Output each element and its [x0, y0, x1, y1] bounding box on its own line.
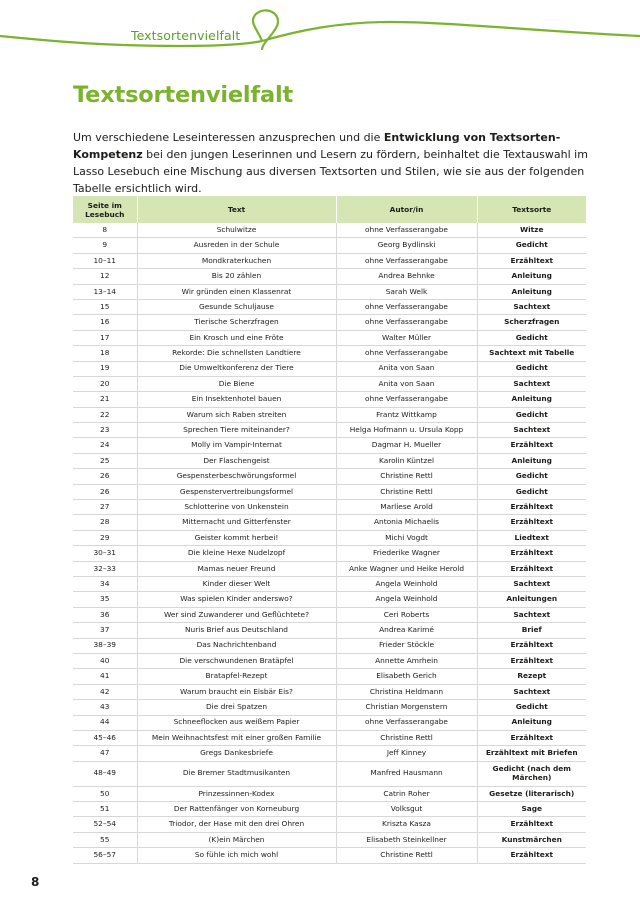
- cell-type: Sachtext: [477, 423, 586, 438]
- cell-page: 47: [73, 746, 137, 761]
- table-row: [73, 530, 586, 545]
- cell-text: Mondkraterkuchen: [137, 253, 336, 268]
- cell-author: Elisabeth Steinkellner: [336, 832, 477, 847]
- cell-text: Die verschwundenen Bratäpfel: [137, 653, 336, 668]
- table-row: [73, 669, 586, 684]
- cell-text: Geister kommt herbei!: [137, 530, 336, 545]
- cell-page: 25: [73, 453, 137, 468]
- cell-page: 26: [73, 484, 137, 499]
- cell-text: Rekorde: Die schnellsten Landtiere: [137, 346, 336, 361]
- cell-page: 44: [73, 715, 137, 730]
- table-row: [73, 684, 586, 699]
- cell-type: Erzähltext: [477, 500, 586, 515]
- table-row: [73, 623, 586, 638]
- cell-type: Erzähltext: [477, 653, 586, 668]
- cell-type: Sachtext: [477, 299, 586, 314]
- cell-text: Mitternacht und Gitterfenster: [137, 515, 336, 530]
- table-row: [73, 269, 586, 284]
- table-row: [73, 423, 586, 438]
- table-row: [73, 576, 586, 591]
- cell-text: Tierische Scherzfragen: [137, 315, 336, 330]
- cell-text: Die kleine Hexe Nudelzopf: [137, 546, 336, 561]
- cell-type: Liedtext: [477, 530, 586, 545]
- cell-type: Anleitung: [477, 269, 586, 284]
- cell-page: 50: [73, 786, 137, 801]
- cell-type: Sachtext: [477, 607, 586, 622]
- cell-type: Anleitungen: [477, 592, 586, 607]
- cell-text: Kinder dieser Welt: [137, 576, 336, 591]
- cell-author: Frantz Wittkamp: [336, 407, 477, 422]
- table-row: [73, 730, 586, 745]
- cell-author: Elisabeth Gerich: [336, 669, 477, 684]
- column-header-type: Textsorte: [477, 196, 586, 223]
- table-row: [73, 438, 586, 453]
- table-row: [73, 315, 586, 330]
- cell-type: Erzähltext: [477, 817, 586, 832]
- cell-text: Die drei Spatzen: [137, 700, 336, 715]
- cell-author: Angela Weinhold: [336, 576, 477, 591]
- cell-type: Gedicht: [477, 330, 586, 345]
- table-row: [73, 832, 586, 847]
- cell-page: 24: [73, 438, 137, 453]
- cell-author: ohne Verfasserangabe: [336, 299, 477, 314]
- cell-author: ohne Verfasserangabe: [336, 253, 477, 268]
- table-row: [73, 546, 586, 561]
- cell-text: (K)ein Märchen: [137, 832, 336, 847]
- cell-page: 20: [73, 376, 137, 391]
- cell-text: Gespensterbeschwörungsformel: [137, 469, 336, 484]
- cell-page: 28: [73, 515, 137, 530]
- intro-paragraph: [73, 129, 618, 197]
- page-title: Textsortenvielfalt: [73, 82, 294, 108]
- cell-author: Manfred Hausmann: [336, 761, 477, 786]
- cell-type: Gedicht: [477, 484, 586, 499]
- cell-text: Warum sich Raben streiten: [137, 407, 336, 422]
- cell-page: 43: [73, 700, 137, 715]
- cell-type: Gedicht: [477, 700, 586, 715]
- table-row: [73, 392, 586, 407]
- cell-author: Volksgut: [336, 802, 477, 817]
- table-row: [73, 715, 586, 730]
- cell-page: 35: [73, 592, 137, 607]
- cell-type: Gedicht: [477, 407, 586, 422]
- cell-text: Nuris Brief aus Deutschland: [137, 623, 336, 638]
- cell-text: Der Rattenfänger von Korneuburg: [137, 802, 336, 817]
- cell-type: Gedicht: [477, 469, 586, 484]
- cell-author: ohne Verfasserangabe: [336, 223, 477, 238]
- table-row: [73, 253, 586, 268]
- cell-type: Sachtext mit Tabelle: [477, 346, 586, 361]
- text-types-table: [73, 196, 586, 864]
- cell-type: Erzähltext mit Briefen: [477, 746, 586, 761]
- cell-page: 48–49: [73, 761, 137, 786]
- cell-author: Christine Rettl: [336, 848, 477, 863]
- cell-author: Anke Wagner und Heike Herold: [336, 561, 477, 576]
- cell-page: 41: [73, 669, 137, 684]
- cell-page: 10–11: [73, 253, 137, 268]
- column-header-page: Seite im Lesebuch: [73, 196, 137, 223]
- cell-type: Erzähltext: [477, 730, 586, 745]
- intro-text-before: Um verschiedene Leseinteressen anzusprechen und die: [73, 131, 384, 144]
- cell-text: Bratapfel-Rezept: [137, 669, 336, 684]
- cell-author: Sarah Welk: [336, 284, 477, 299]
- cell-author: Friederike Wagner: [336, 546, 477, 561]
- cell-author: Karolin Küntzel: [336, 453, 477, 468]
- cell-type: Brief: [477, 623, 586, 638]
- cell-page: 30–31: [73, 546, 137, 561]
- table-row: [73, 848, 586, 863]
- cell-page: 13–14: [73, 284, 137, 299]
- cell-author: ohne Verfasserangabe: [336, 346, 477, 361]
- table-row: [73, 361, 586, 376]
- cell-text: Wer sind Zuwanderer und Geflüchtete?: [137, 607, 336, 622]
- cell-page: 9: [73, 238, 137, 253]
- table-row: [73, 761, 586, 786]
- intro-text-after: bei den jungen Leserinnen und Lesern zu fördern, beinhaltet die Textauswahl im Lasso Lesebuch eine Mischung aus diversen Textsorten und Stilen, wie sie aus der folgenden Tabelle ersichtlich wird.: [73, 148, 588, 195]
- cell-page: 38–39: [73, 638, 137, 653]
- table-header-row: [73, 196, 586, 223]
- cell-type: Erzähltext: [477, 561, 586, 576]
- cell-author: Helga Hofmann u. Ursula Kopp: [336, 423, 477, 438]
- cell-page: 26: [73, 469, 137, 484]
- table-body: [73, 223, 586, 863]
- cell-page: 16: [73, 315, 137, 330]
- cell-page: 21: [73, 392, 137, 407]
- table-row: [73, 817, 586, 832]
- table-row: [73, 607, 586, 622]
- cell-author: Christian Morgenstern: [336, 700, 477, 715]
- table-row: [73, 469, 586, 484]
- table-row: [73, 299, 586, 314]
- cell-author: Antonia Michaelis: [336, 515, 477, 530]
- cell-type: Kunstmärchen: [477, 832, 586, 847]
- cell-text: So fühle ich mich wohl: [137, 848, 336, 863]
- cell-text: Ausreden in der Schule: [137, 238, 336, 253]
- page-number: 8: [31, 875, 40, 889]
- header-loop: [253, 10, 278, 50]
- cell-type: Erzähltext: [477, 253, 586, 268]
- cell-type: Sage: [477, 802, 586, 817]
- table-row: [73, 223, 586, 238]
- header-decoration: [0, 0, 640, 60]
- cell-author: Marliese Arold: [336, 500, 477, 515]
- cell-text: Bis 20 zählen: [137, 269, 336, 284]
- cell-text: Mamas neuer Freund: [137, 561, 336, 576]
- cell-text: Sprechen Tiere miteinander?: [137, 423, 336, 438]
- cell-page: 8: [73, 223, 137, 238]
- table-row: [73, 561, 586, 576]
- cell-page: 12: [73, 269, 137, 284]
- cell-page: 32–33: [73, 561, 137, 576]
- cell-author: Annette Amrhein: [336, 653, 477, 668]
- cell-text: Der Flaschengeist: [137, 453, 336, 468]
- cell-page: 18: [73, 346, 137, 361]
- cell-page: 27: [73, 500, 137, 515]
- cell-text: Mein Weihnachtsfest mit einer großen Familie: [137, 730, 336, 745]
- cell-page: 22: [73, 407, 137, 422]
- cell-page: 55: [73, 832, 137, 847]
- table-row: [73, 453, 586, 468]
- cell-type: Erzähltext: [477, 848, 586, 863]
- cell-text: Ein Krosch und eine Fröte: [137, 330, 336, 345]
- header-right-line: [262, 22, 640, 41]
- cell-page: 36: [73, 607, 137, 622]
- cell-author: Christina Heldmann: [336, 684, 477, 699]
- table-row: [73, 700, 586, 715]
- header-band: [0, 0, 640, 60]
- cell-author: Jeff Kinney: [336, 746, 477, 761]
- cell-author: Christine Rettl: [336, 484, 477, 499]
- table-row: [73, 500, 586, 515]
- cell-text: Das Nachrichtenband: [137, 638, 336, 653]
- cell-author: Frieder Stöckle: [336, 638, 477, 653]
- table-row: [73, 515, 586, 530]
- table-row: [73, 376, 586, 391]
- cell-page: 56–57: [73, 848, 137, 863]
- cell-page: 29: [73, 530, 137, 545]
- table-row: [73, 407, 586, 422]
- cell-type: Gesetze (literarisch): [477, 786, 586, 801]
- table-row: [73, 284, 586, 299]
- cell-type: Anleitung: [477, 715, 586, 730]
- cell-type: Gedicht: [477, 238, 586, 253]
- cell-author: Angela Weinhold: [336, 592, 477, 607]
- cell-author: ohne Verfasserangabe: [336, 315, 477, 330]
- cell-page: 45–46: [73, 730, 137, 745]
- table-row: [73, 592, 586, 607]
- cell-text: Molly im Vampir-Internat: [137, 438, 336, 453]
- cell-author: ohne Verfasserangabe: [336, 715, 477, 730]
- cell-page: 17: [73, 330, 137, 345]
- cell-page: 23: [73, 423, 137, 438]
- cell-type: Erzähltext: [477, 438, 586, 453]
- cell-text: Die Umweltkonferenz der Tiere: [137, 361, 336, 376]
- cell-text: Warum braucht ein Eisbär Eis?: [137, 684, 336, 699]
- column-header-text: Text: [137, 196, 336, 223]
- cell-type: Witze: [477, 223, 586, 238]
- cell-type: Scherzfragen: [477, 315, 586, 330]
- cell-text: Gesunde Schuljause: [137, 299, 336, 314]
- cell-type: Sachtext: [477, 376, 586, 391]
- column-header-author: Autor/in: [336, 196, 477, 223]
- intro-text-bold: Entwicklung von Textsorten-Kompetenz: [73, 131, 561, 161]
- cell-text: Ein Insektenhotel bauen: [137, 392, 336, 407]
- table-row: [73, 346, 586, 361]
- cell-type: Erzähltext: [477, 546, 586, 561]
- cell-type: Sachtext: [477, 684, 586, 699]
- cell-type: Gedicht (nach dem Märchen): [477, 761, 586, 786]
- cell-type: Anleitung: [477, 453, 586, 468]
- cell-type: Anleitung: [477, 284, 586, 299]
- table-row: [73, 238, 586, 253]
- cell-text: Schlotterine von Unkenstein: [137, 500, 336, 515]
- cell-author: Catrin Roher: [336, 786, 477, 801]
- cell-type: Anleitung: [477, 392, 586, 407]
- cell-text: Wir gründen einen Klassenrat: [137, 284, 336, 299]
- cell-author: Andrea Karimé: [336, 623, 477, 638]
- table-row: [73, 330, 586, 345]
- cell-author: Walter Müller: [336, 330, 477, 345]
- cell-type: Gedicht: [477, 361, 586, 376]
- cell-type: Erzähltext: [477, 638, 586, 653]
- cell-text: Prinzessinnen-Kodex: [137, 786, 336, 801]
- cell-text: Gespenstervertreibungsformel: [137, 484, 336, 499]
- cell-text: Schneeflocken aus weißem Papier: [137, 715, 336, 730]
- cell-page: 51: [73, 802, 137, 817]
- cell-text: Die Biene: [137, 376, 336, 391]
- cell-text: Triodor, der Hase mit den drei Ohren: [137, 817, 336, 832]
- cell-author: Georg Bydlinski: [336, 238, 477, 253]
- cell-author: Andrea Behnke: [336, 269, 477, 284]
- table-row: [73, 484, 586, 499]
- table-row: [73, 786, 586, 801]
- cell-author: Christine Rettl: [336, 469, 477, 484]
- table-row: [73, 638, 586, 653]
- cell-page: 52–54: [73, 817, 137, 832]
- cell-page: 34: [73, 576, 137, 591]
- cell-text: Schulwitze: [137, 223, 336, 238]
- cell-text: Gregs Dankesbriefe: [137, 746, 336, 761]
- header-section-title: Textsortenvielfalt: [131, 28, 241, 43]
- cell-text: Die Bremer Stadtmusikanten: [137, 761, 336, 786]
- cell-text: Was spielen Kinder anderswo?: [137, 592, 336, 607]
- cell-page: 15: [73, 299, 137, 314]
- cell-type: Rezept: [477, 669, 586, 684]
- cell-type: Sachtext: [477, 576, 586, 591]
- cell-author: Christine Rettl: [336, 730, 477, 745]
- table-row: [73, 653, 586, 668]
- cell-author: ohne Verfasserangabe: [336, 392, 477, 407]
- table-row: [73, 802, 586, 817]
- cell-author: Dagmar H. Mueller: [336, 438, 477, 453]
- cell-author: Anita von Saan: [336, 376, 477, 391]
- cell-author: Ceri Roberts: [336, 607, 477, 622]
- cell-type: Erzähltext: [477, 515, 586, 530]
- cell-page: 42: [73, 684, 137, 699]
- cell-page: 40: [73, 653, 137, 668]
- cell-page: 19: [73, 361, 137, 376]
- cell-author: Michi Vogdt: [336, 530, 477, 545]
- table-row: [73, 746, 586, 761]
- cell-page: 37: [73, 623, 137, 638]
- cell-author: Kriszta Kasza: [336, 817, 477, 832]
- cell-author: Anita von Saan: [336, 361, 477, 376]
